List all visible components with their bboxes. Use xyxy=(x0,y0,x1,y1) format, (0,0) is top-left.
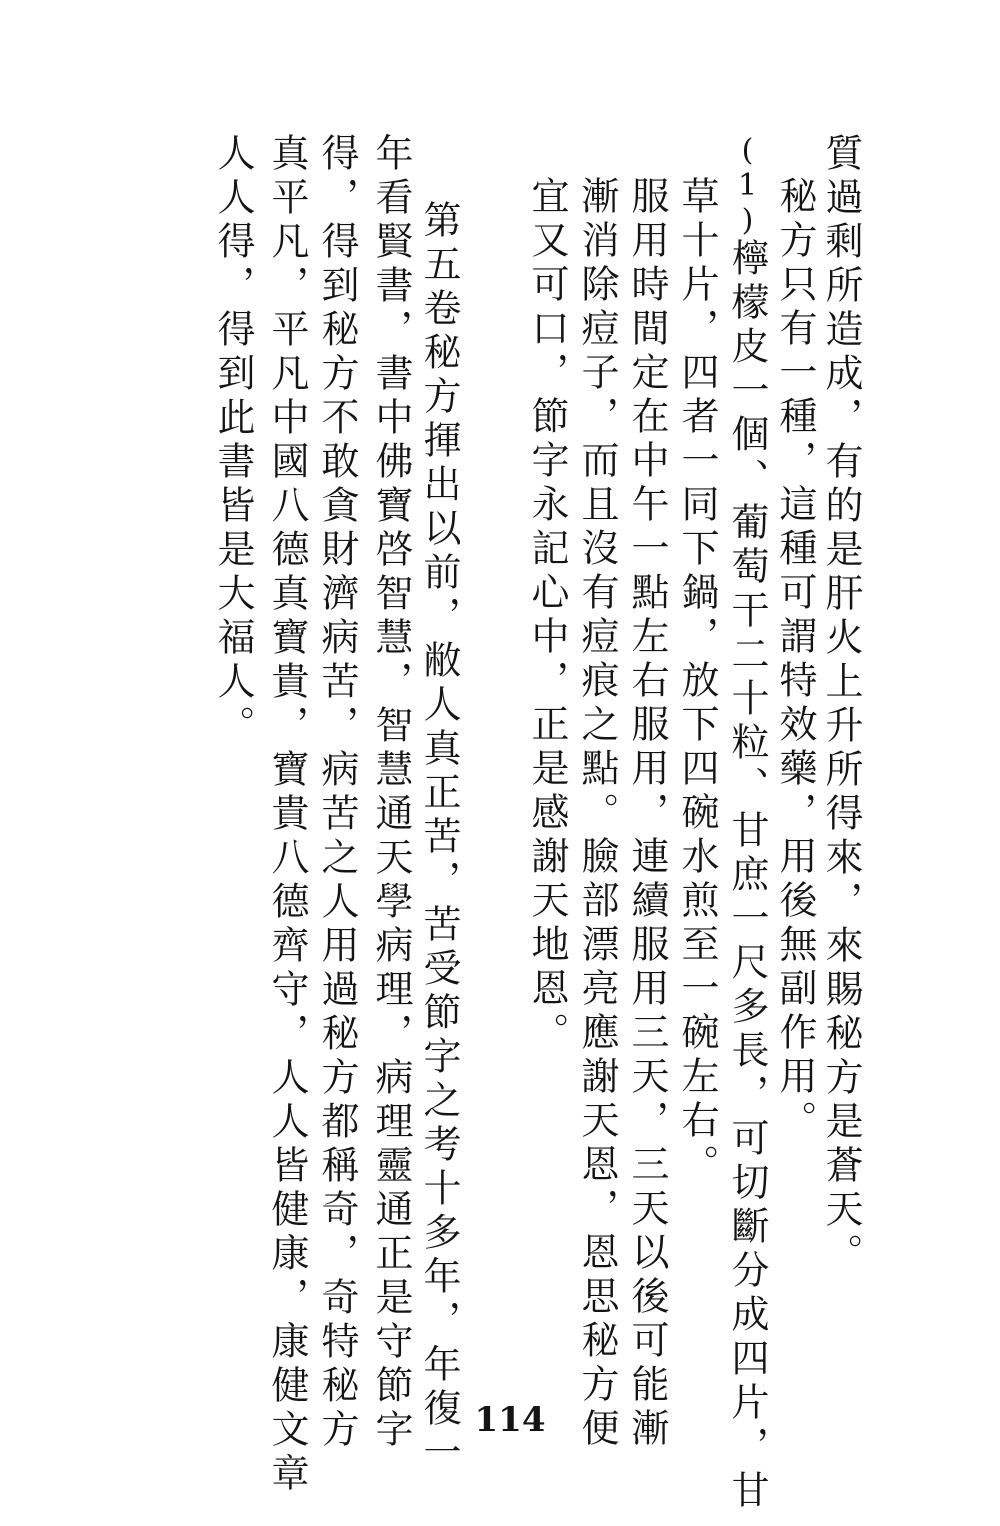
text-column-2: 秘方只有一種，這種可謂特效藥，用後無副作用。 xyxy=(773,176,817,1144)
item-marker: (1) xyxy=(730,133,765,238)
page-number: 114 xyxy=(474,1400,546,1440)
text-column-3 xyxy=(725,133,769,1514)
text-column-5: 服用時間定在中午一點左右服用，連續服用三天，三天以後可能漸 xyxy=(625,176,669,1452)
text-column-1: 質過剩所造成，有的是肝火上升所得來，來賜秘方是蒼天。 xyxy=(819,133,863,1277)
text-column-12: 人人得，得到此書皆是大福人。 xyxy=(211,133,255,749)
text-column-4: 草十片，四者一同下鍋，放下四碗水煎至一碗左右。 xyxy=(675,176,719,1188)
text-column-7: 宜又可口，節字永記心中，正是感謝天地恩。 xyxy=(525,176,569,1056)
text-column-10: 得，得到秘方不敢貪財濟病苦，病苦之人用過秘方都稱奇，奇特秘方 xyxy=(315,133,359,1453)
text-column-11: 真平凡，平凡中國八德真寶貴，寶貴八德齊守，人人皆健康，康健文章 xyxy=(265,133,309,1497)
recipe-line-ingredients: 檸檬皮一個、葡萄干二十粒、甘庶一尺多長，可切斷分成四片，甘 xyxy=(725,238,769,1514)
text-column-8: 第五卷秘方揮出以前，敝人真正苦，苦受節字之考十多年，年復一 xyxy=(417,200,461,1476)
text-column-9: 年看賢書，書中佛寶啓智慧，智慧通天學病理，病理靈通正是守節字 xyxy=(369,133,413,1453)
text-column-6: 漸消除痘子，而且沒有痘痕之點。臉部漂亮應謝天恩，恩思秘方便 xyxy=(575,176,619,1452)
